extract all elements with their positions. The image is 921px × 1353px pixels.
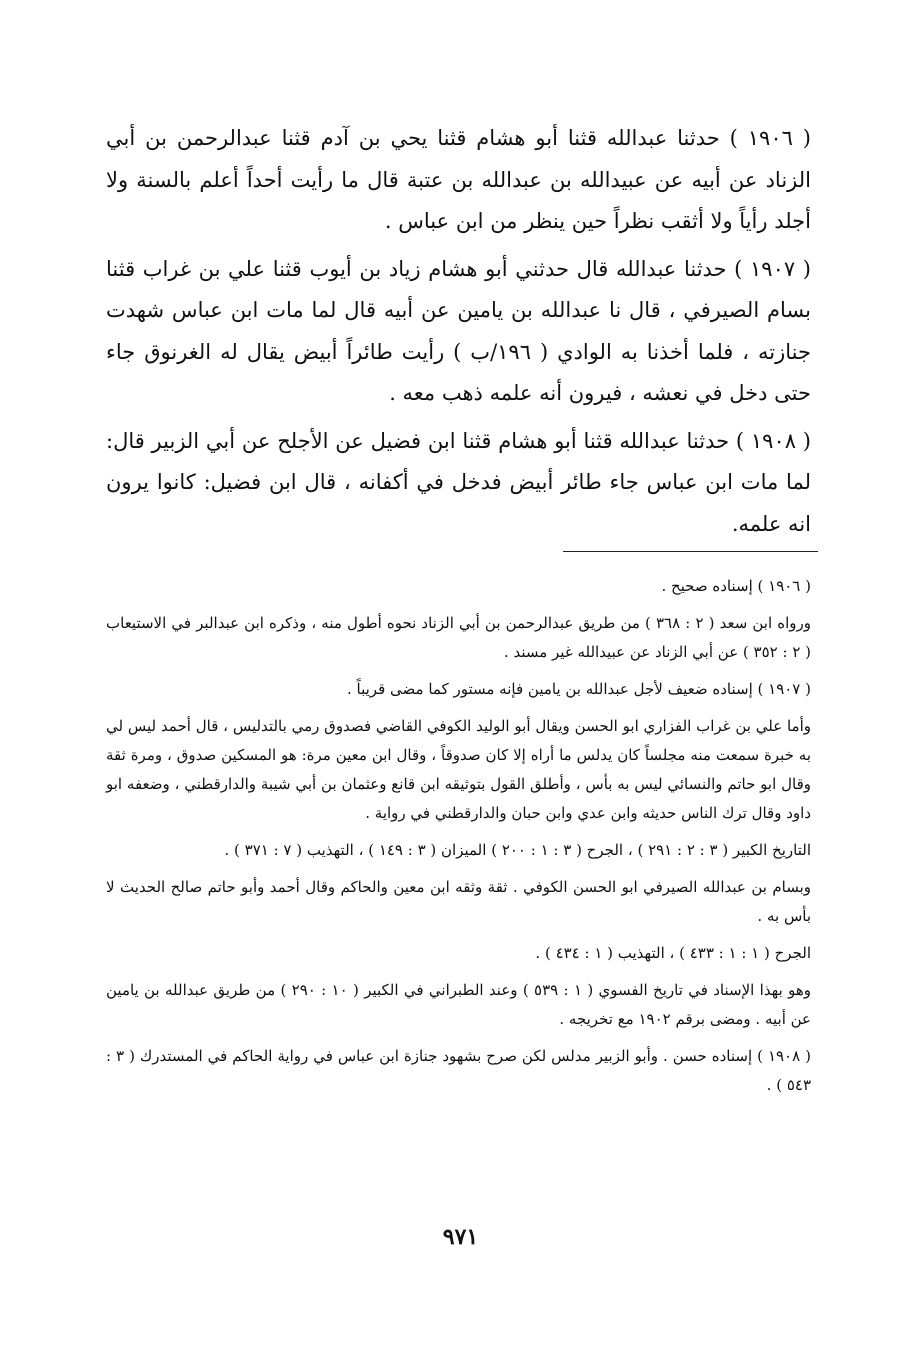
footnotes [106,572,811,1108]
footnote-divider [563,551,818,552]
hadith-1908: ( ١٩٠٨ ) حدثنا عبدالله قثنا أبو هشام قثنا ابن فضيل عن الأجلح عن أبي الزبير قال: لما مات ابن عباس جاء طائر أبيض فدخل في أكفانه ، قال ابن فضيل: كانوا يرون انه علمه. [106,428,811,536]
footnote-1907-refs-ali: التاريخ الكبير ( ٣ : ٢ : ٢٩١ ) ، الجرح ( ٣ : ١ : ٢٠٠ ) الميزان ( ٣ : ١٤٩ ) ، التهذيب ( ٧ : ٣٧١ ) . [224,841,811,859]
footnote-1907-ali-ibn-ghurab: وأما علي بن غراب الفزاري ابو الحسن ويقال أبو الوليد الكوفي القاضي فصدوق رمي بالتدليس ، قال أحمد ليس لي به خبرة سمعت منه مجلساً كان يدلس ما أراه إلا كان صدوقاً ، وقال ابن معين مرة: هو المسكين صدوق ، ومرة ثقة وقال ابو حاتم والنسائي ليس به بأس ، وأطلق القول بتوثيقه ابن قانع وعثمان بن أبي شيبة والدارقطني ، وضعفه ابو داود وقال ترك الناس حديثه وابن عدي وابن حبان والدارقطني في رواية . [106,717,811,822]
footnote-1906-takhrij: ورواه ابن سعد ( ٢ : ٣٦٨ ) من طريق عبدالرحمن بن أبي الزناد نحوه أطول منه ، وذكره ابن عبدالبر في الاستيعاب ( ٢ : ٣٥٢ ) عن أبي الزناد عن عبيدالله غير مسند . [106,614,811,661]
footnote-1907-takhrij: وهو بهذا الإسناد في تاريخ الفسوي ( ١ : ٥٣٩ ) وعند الطبراني في الكبير ( ١٠ : ٢٩٠ ) من طريق عبدالله بن يامين عن أبيه . ومضى برقم ١٩٠٢ مع تخريجه . [106,981,812,1028]
footnote-1906-grade: ( ١٩٠٦ ) إسناده صحيح . [661,577,811,595]
main-text [106,118,811,551]
footnote-1907-refs-bassam: الجرح ( ١ : ١ : ٤٣٣ ) ، التهذيب ( ١ : ٤٣٤ ) . [535,944,811,962]
footnote-1907-bassam: وبسام بن عبدالله الصيرفي ابو الحسن الكوفي . ثقة وثقه ابن معين والحاكم وقال أحمد وأبو حاتم صالح الحديث لا بأس به . [106,878,811,925]
hadith-1907: ( ١٩٠٧ ) حدثنا عبدالله قال حدثني أبو هشام زياد بن أيوب قثنا علي بن غراب قثنا بسام الصيرفي ، قال نا عبدالله بن يامين عن أبيه قال لما مات ابن عباس شهدت جنازته ، فلما أخذنا به الوادي ( ١٩٦/ب ) رأيت طائراً أبيض يقال له الغرنوق جاء حتى دخل في نعشه ، فيرون أنه علمه ذهب معه . [106,256,811,405]
footnote-1908-grade: ( ١٩٠٨ ) إسناده حسن . وأبو الزبير مدلس لكن صرح بشهود جنازة ابن عباس في رواية الحاكم في المستدرك ( ٣ : ٥٤٣ ) . [106,1047,811,1094]
hadith-1906: ( ١٩٠٦ ) حدثنا عبدالله قثنا أبو هشام قثنا يحي بن آدم قثنا عبدالرحمن بن أبي الزناد عن أبيه عن عبيدالله بن عبدالله بن عتبة قال ما رأيت أحداً أعلم بالسنة ولا أجلد رأياً ولا أثقب نظراً حين ينظر من ابن عباس . [106,126,811,233]
page-number: ٩٧١ [442,1224,479,1250]
footnote-1907-grade: ( ١٩٠٧ ) إسناده ضعيف لأجل عبدالله بن يامين فإنه مستور كما مضى قريباً . [346,680,811,698]
